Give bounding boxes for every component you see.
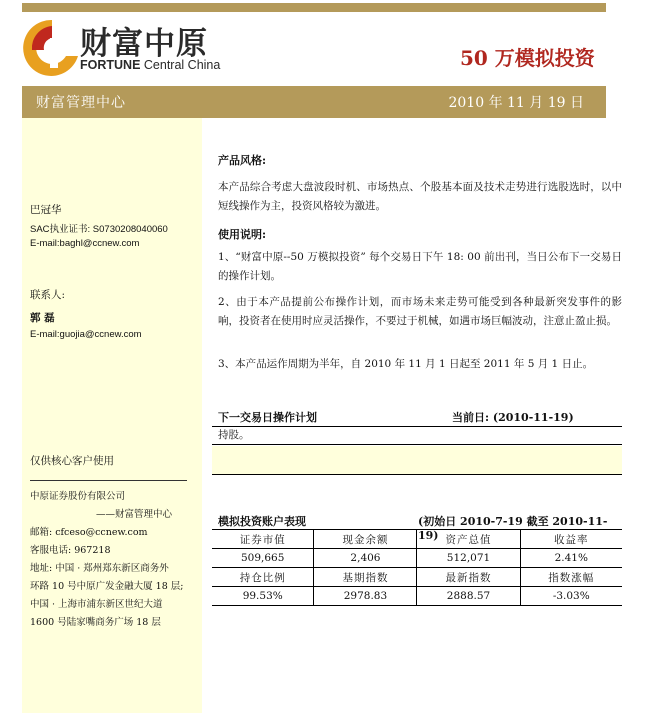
plan-header: [212, 408, 622, 427]
contact-email[interactable]: E-mail:guojia@ccnew.com: [30, 329, 142, 340]
label-return-rate: 收益率: [520, 530, 622, 549]
table-row: [212, 587, 622, 606]
address-zhengzhou-2: 环路 10 号中原广发金融大厦 18 层;: [30, 581, 184, 592]
analyst-name: 巴冠华: [30, 204, 62, 216]
style-heading: 产品风格:: [218, 154, 267, 167]
analyst-cert: SAC执业证书: S0730208040060: [30, 224, 168, 235]
value-cash-balance: 2,406: [314, 549, 417, 568]
label-base-index: 基期指数: [314, 568, 417, 587]
value-market-value: 509,665: [212, 549, 314, 568]
product-title: 50 万模拟投资: [460, 46, 595, 70]
label-cash-balance: 现金余额: [314, 530, 417, 549]
table-row: [212, 568, 622, 587]
core-clients-note: 仅供核心客户使用: [30, 455, 114, 467]
plan-action: [212, 427, 622, 445]
top-accent-bar: [22, 3, 606, 12]
plan-empty-row: [212, 446, 622, 475]
label-index-change: 指数涨幅: [520, 568, 622, 587]
logo-english-bold: FORTUNE: [80, 58, 141, 72]
analyst-email[interactable]: E-mail:baghl@ccnew.com: [30, 238, 140, 249]
label-total-assets: 资产总值: [417, 530, 520, 549]
table-row: [212, 530, 622, 549]
value-total-assets: 512,071: [417, 549, 520, 568]
company-email[interactable]: 邮箱: cfceso@ccnew.com: [30, 527, 148, 538]
address-zhengzhou-1: 地址: 中国 · 郑州郑东新区商务外: [30, 563, 169, 574]
report-date: 2010 年 11 月 19 日: [448, 95, 584, 111]
company-dept: ——财富管理中心: [96, 509, 173, 520]
value-index-change: -3.03%: [520, 587, 622, 606]
address-shanghai-2: 1600 号陆家嘴商务广场 18 层: [30, 617, 161, 628]
value-latest-index: 2888.57: [417, 587, 520, 606]
label-market-value: 证券市值: [212, 530, 314, 549]
service-phone: 客服电话: 967218: [30, 545, 111, 556]
logo-english-text: [80, 58, 220, 72]
account-table: [212, 530, 622, 606]
contact-name: 郭 磊: [30, 312, 55, 324]
usage-item-2: 2、由于本产品提前公布操作计划，而市场未来走势可能受到各种最新突发事件的影响，投资者在使用时应灵活操作，不要过于机械，如遇市场巨幅波动，注意止盈止损。: [218, 296, 622, 327]
table-row: [212, 549, 622, 568]
plan-title: 下一交易日操作计划: [218, 411, 317, 424]
center-name: 财富管理中心: [36, 95, 126, 111]
header-bar: [22, 86, 606, 118]
value-return-rate: 2.41%: [520, 549, 622, 568]
logo-chinese-text: 财富中原: [80, 26, 208, 62]
sidebar-divider: [30, 480, 187, 481]
contact-label: 联系人:: [30, 289, 66, 301]
fortune-logo-icon: [22, 16, 82, 80]
account-title: 模拟投资账户表现: [218, 515, 306, 528]
label-position-ratio: 持仓比例: [212, 568, 314, 587]
logo-english-rest: Central China: [140, 58, 221, 72]
value-position-ratio: 99.53%: [212, 587, 314, 606]
address-shanghai-1: 中国 · 上海市浦东新区世纪大道: [30, 599, 163, 610]
usage-item-3: 3、本产品运作周期为半年，自 2010 年 11 月 1 日起至 2011 年 5 月 1 日止。: [218, 358, 594, 370]
usage-heading: 使用说明:: [218, 228, 267, 241]
label-latest-index: 最新指数: [417, 568, 520, 587]
usage-item-1: 1、“财富中原--50 万模拟投资” 每个交易日下午 18: 00 前出刊，当日公布下一交易日的操作计划。: [218, 251, 622, 282]
plan-action-text: 持股。: [218, 429, 250, 441]
value-base-index: 2978.83: [314, 587, 417, 606]
company-name: 中原证券股份有限公司: [30, 491, 126, 502]
account-period: (初始日 2010-7-19 截至 2010-11-19): [418, 515, 608, 542]
plan-current-date: 当前日: (2010-11-19): [452, 411, 574, 424]
style-text: 本产品综合考虑大盘波段时机、市场热点、个股基本面及技术走势进行选股选时，以中短线操作为主，投资风格较为激进。: [218, 181, 622, 212]
